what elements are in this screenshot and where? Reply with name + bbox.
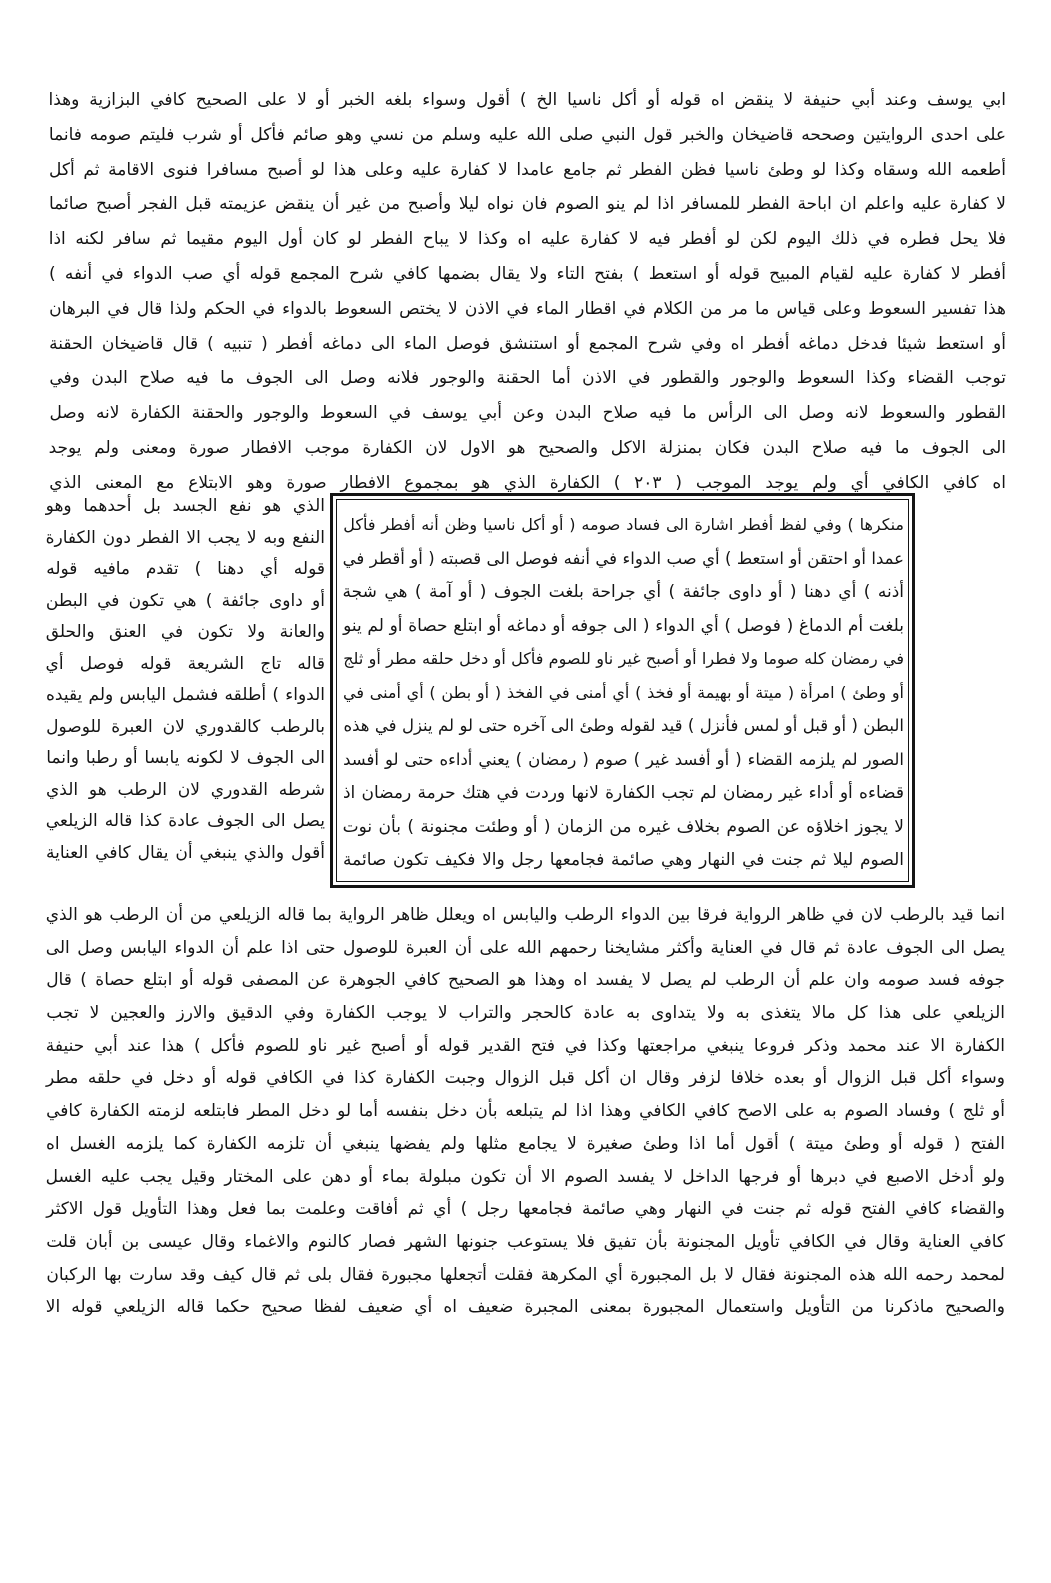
side-commentary-line [45,522,325,554]
commentary-line [48,118,1006,153]
commentary-line [45,899,1005,932]
commentary-line [45,1128,1005,1161]
commentary-text: اه كافي الكافي أي ولم يوجد الموجب ( ٢٠٣ ) الكفارة الذي هو بمجموع الافطار صورة وهو الابتلاع مع المعنى الذي [49,472,1006,493]
main-text-line [342,776,904,810]
commentary-text: قاله تاج الشريعة قوله فوصل أي [45,653,325,674]
commentary-line [48,396,1006,431]
commentary-line [48,361,1006,396]
main-text-content: منكرها ) وفي لفظ أفطر اشارة الى فساد صومه ( أو أكل ناسيا وظن أنه أفطر فأكل [343,515,904,534]
side-commentary [45,490,325,868]
commentary-text: لمحمد رحمه الله هذه المجنونة فقال لا بل المجبورة أي المكرهة فقلت أتجعلها مجبورة فقال بلى ثم قال كيف وقد سارت بها الركبان [46,1264,1005,1285]
commentary-line [45,1259,1005,1292]
commentary-text: الزيلعي على هذا كل مالا يتغذى به ولا يتداوى به عادة كالحجر والتراب لا يوجب الكفارة وفي الدقيق والارز والعجين لا تجب [46,1003,1005,1024]
commentary-text: الكفارة الا عند محمد وذكر فروعا ينبغي مراجعتها وكذا في فتح القدير قوله أو أصبح غير ناو للصوم فأكل ) هذا عند أبي حنيفة [45,1035,1005,1056]
side-commentary-line [45,679,325,711]
top-commentary [48,83,1006,501]
commentary-text: هذا تفسير السعوط وعلى قياس ما مر من الكلام في اقطار الماء في الاذن لا يختص السعوط بالدواء في الحكم ولذا قال في البرهان [49,298,1006,319]
side-commentary-line [45,490,325,522]
commentary-text: أو استعط شيئا فدخل دماغه أفطر اه وفي شرح المجمع أو استنشق فوصل الماء الى دماغه أفطر ( تنبيه ) قال قاضيخان الحقنة [49,333,1006,354]
main-text-content: في رمضان كله صوما ولا فطرا أو أصبح غير ناو للصوم فأكل أو دخل حلقه مطر أو ثلج [343,649,904,668]
commentary-text: والعانة ولا تكون في العنق والحلق [45,622,325,642]
main-text-content: الصوم ليلا ثم جنت في النهار وهي صائمة فجامعها رجل والا فكيف تكون صائمة [343,850,904,870]
side-commentary-line [45,616,325,648]
commentary-text: يصل الى الجوف عادة ثم قال في العناية وأكثر مشايخنا رحمهم الله على أن العبرة للوصول حتى اذا علم أن الدواء اليابس وصل الى [45,937,1005,958]
side-commentary-line [45,837,325,869]
commentary-text: قوله أي دهنا ) تقدم مافيه قوله [46,559,325,579]
side-commentary-line [45,742,325,774]
commentary-line [48,257,1006,292]
commentary-text: كافي العناية وقال في الكافي تأويل المجنونة بأن تفيق فلا يستوعب جنونها الشهر فصار كالنوم والاغماء وقال عيسى بن أبان قلت [46,1231,1005,1252]
commentary-text: ابي يوسف وعند أبي حنيفة لا ينقض اه قوله أو أكل ناسيا الخ ) أقول وسواء بلغه الخبر أو لا على الصحيح كافي البزازية وهذا [48,90,1006,110]
commentary-text: توجب القضاء وكذا السعوط والوجور والقطور في الاذن أما الحقنة والوجور فلانه وصل الى الجوف ما فيه صلاح البدن وفي [49,368,1006,389]
bottom-commentary [45,899,1005,1324]
main-text-line [342,743,904,777]
main-text-content: الصور لم يلزمه القضاء ( أو أفسد غير ) صوم ( رمضان ) يعني أداءه حتى لو أفسد [343,749,904,769]
commentary-text: وسواء أكل قبل الزوال أو بعده خلافا لزفر وقال ان أكل قبل الزوال وجبت الكفارة كذا في الكافي قوله أو دخل في حلقه مطر [45,1068,1005,1089]
commentary-text: يصل الى الجوف عادة كذا قاله الزيلعي [45,811,325,831]
commentary-text: شرطه القدوري لان الرطب هو الذي [45,779,325,800]
main-text-content: بلغت أم الدماغ ( فوصل ) أي الدواء ( الى جوفه أو دماغه أو ابتلع حصاة أو لم ينو [343,615,904,636]
commentary-text: والصحيح ماذكرنا من التأويل واستعمال المجبورة بمعنى المجبرة ضعيف اه أي ضعيف لفظا صحيح حكما قاله الزيلعي قوله الا [45,1297,1005,1318]
main-text-content: أذنه ) أي دهنا ( أو داوى جائفة ) أي جراحة بلغت الجوف ( أو آمة ) هي شجة [342,582,904,602]
side-commentary-line [45,553,325,585]
main-text-line [342,810,904,844]
commentary-line [45,1291,1005,1324]
commentary-text: أقول والذي ينبغي أن يقال كافي العناية [45,842,325,863]
commentary-text: الى الجوف ما فيه صلاح البدن فكان بمنزلة الاكل والصحيح هو الاول لان الكفارة موجب الافطار صورة ومعنى ولم يوجد [48,437,1006,458]
commentary-line [48,292,1006,327]
commentary-line [48,327,1006,362]
commentary-line [48,187,1006,222]
main-text-content: البطن ( أو قبل أو لمس فأنزل ) قيد لقوله وطئ الى آخره حتى لو لم ينزل في هذه [343,716,904,735]
side-commentary-line [45,648,325,680]
side-commentary-line [45,585,325,617]
main-text-line [342,843,904,877]
side-commentary-line [45,805,325,837]
commentary-text: أطعمه الله وسقاه وكذا لو وطئ ناسيا فظن الفطر ثم جامع عامدا لا كفارة عليه وعلى هذا لو أصبح مسافرا فنوى الاقامة ثم أكل [49,159,1006,180]
main-text-content: قضاءه أو أداء غير رمضان لم تجب الكفارة لانها وردت في هتك حرمة رمضان اذ [342,783,904,803]
commentary-text: لا كفارة عليه واعلم ان اباحة الفطر للمسافر اذا لم ينو الصوم فان نواه ليلا وأصبح من غير أن ينقض عزيمته قبل الفجر أصبح صائما [48,194,1006,215]
main-text-line [342,709,904,743]
commentary-text: جوفه فسد صومه وان علم أن الرطب لم يصل لا يفسد اه وهذا هو الصحيح كافي الجوهرة عن المصفى قوله أو ابتلع حصاة ) قال [46,970,1005,991]
commentary-line [45,1193,1005,1226]
side-commentary-line [45,711,325,743]
commentary-line [48,153,1006,188]
commentary-text: بالرطب كالقدوري لان العبرة للوصول [46,716,325,737]
commentary-text: فلا يحل فطره في ذلك اليوم لكن لو أفطر فيه لا كفارة عليه اه وكذا لا يباح الفطر لو كان أول اليوم مقيما ثم سافر لكنه اذا [48,229,1006,250]
commentary-line [45,1161,1005,1194]
side-commentary-line [45,774,325,806]
commentary-line [45,997,1005,1030]
commentary-text: على احدى الروايتين وصححه قاضيخان والخبر قول النبي صلى الله عليه وسلم من نسي وهو صائم فأكل أو شرب فليتم صومه فانما [48,124,1006,145]
commentary-line [45,1095,1005,1128]
main-text-line [342,575,904,609]
commentary-text: والقضاء كافي الفتح قوله ثم جنت في النهار وهي صائمة فجامعها رجل ) أي ثم أفاقت وعلمت بما فعل وهذا التأويل قول الاكثر [46,1199,1005,1220]
commentary-text: ولو أدخل الاصبع في دبرها أو فرجها الداخل لا يفسد الصوم الا أن تكون مبلولة بماء أو دهن على المختار وقيل يجب عليه الغسل [45,1166,1005,1187]
commentary-line [45,1030,1005,1063]
commentary-text: القطور والسعوط لانه وصل الى الرأس ما فيه صلاح البدن وعن أبي يوسف في السعوط والوجور والحقنة الكفارة لانه وصل [49,403,1006,424]
commentary-line [45,964,1005,997]
commentary-text: انما قيد بالرطب لان في ظاهر الرواية فرقا بين الدواء الرطب واليابس اه ويعلل ظاهر الرواية بما قاله الزيلعي من أن الرطب هو الذي [45,905,1005,925]
commentary-text: الفتح ( قوله أو وطئ ميتة ) أقول أما اذا وطئ صغيرة لا يجامع مثلها ولم يفضها ينبغي أن تلزمه الكفارة كما يلزمه الغسل اه [45,1133,1005,1154]
main-text-line [342,642,904,676]
commentary-line [45,932,1005,965]
main-text-line [342,676,904,710]
main-text-line [342,542,904,576]
commentary-text: الذي هو نفع الجسد بل أحدهما وهو [45,496,325,516]
commentary-text: أو داوى جائفة ) هي تكون في البطن [45,590,325,611]
main-text [342,508,904,877]
commentary-text: أفطر لا كفارة عليه لقيام المبيح قوله أو استعط ) بفتح التاء ولا يقال بضمها كافي شرح المجمع قوله أي صب الدواء في أنفه ) [48,263,1006,284]
main-text-content: لا يجوز اخلاؤه عن الصوم بخلاف غيره من الزمان ( أو وطئت مجنونة ) بأن نوت [342,816,904,837]
commentary-line [48,222,1006,257]
commentary-text: أو ثلج ) وفساد الصوم به على الاصح كافي الكافي وهذا اذا لم يتبلعه بأن دخل بنفسه أما لو دخل المطر فابتلعه لزمته الكفارة كافي [46,1101,1005,1122]
commentary-line [48,83,1006,118]
commentary-text: النفع وبه لا يجب الا الفطر دون الكفارة [45,527,325,548]
commentary-text: الدواء ) أطلقه فشمل اليابس ولم يقيده [45,685,325,705]
commentary-text: الى الجوف لا لكونه يابسا أو رطبا وانما [46,748,325,768]
main-text-line [342,609,904,643]
commentary-line [45,1062,1005,1095]
main-text-line [342,508,904,542]
main-text-content: عمدا أو احتقن أو استعط ) أي صب الدواء في أنفه فوصل الى قصبته ( أو أقطر في [342,548,904,568]
commentary-line [45,1226,1005,1259]
main-text-content: أو وطئ ) امرأة ( ميتة أو بهيمة أو فخذ ) أي أمنى في الفخذ ( أو بطن ) أي أمنى في [343,682,904,702]
commentary-line [48,431,1006,466]
